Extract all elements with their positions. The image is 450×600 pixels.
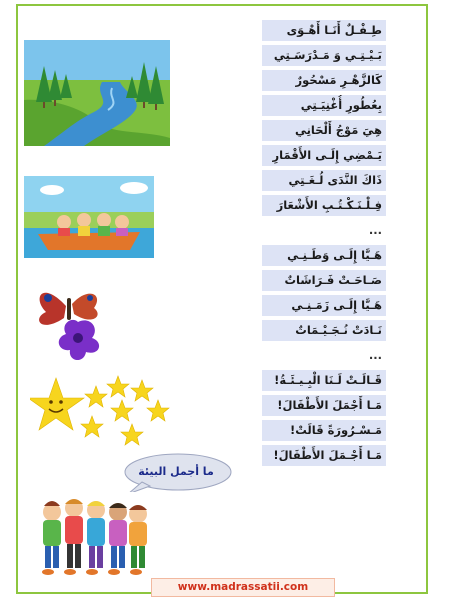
poem-line-4: بِعُطُورِ أُغْنِيَـتِي: [262, 95, 386, 116]
poem-line-5: هِيَ مَوْجُ أَلْحَانِي: [262, 120, 386, 141]
speech-bubble-text: ما أجمل البيئة: [138, 465, 214, 478]
stanza-separator: ...: [368, 348, 382, 362]
poem-line-13: قَـالَـتْ لَـنَا الْبِـيـئَـةُ!: [262, 370, 386, 391]
smiling-stars-illustration: [30, 372, 172, 450]
river-landscape-illustration: [24, 40, 170, 146]
poem: [262, 20, 386, 470]
poem-line-8: فِـلْـنَـكْـتُـبِ الأَشْعَارَ: [262, 195, 386, 216]
poem-line-1: طِـفْـلٌ أَنَـا أَهْـوَى: [262, 20, 386, 41]
poem-line-10: صَـاحَـتْ فَـرَاشَاتٌ: [262, 270, 386, 291]
poem-line-7: ذَاكَ النَّدَى لُـغَـتِي: [262, 170, 386, 191]
poem-line-14: مَـا أَجْمَلَ الأَطْفَالَ!: [262, 395, 386, 416]
poem-line-12: نَـادَتْ نُـجَـيْـمَاتٌ: [262, 320, 386, 341]
poem-line-9: هَـيَّا إِلَـى وَطَـنِـي: [262, 245, 386, 266]
poem-line-15: مَـسْـرُورَةً قَالَتْ!: [262, 420, 386, 441]
children-boat-illustration: [24, 176, 154, 258]
butterfly-flower-illustration: [32, 276, 108, 360]
poem-line-2: بَـيْـتِـي وَ مَـدْرَسَـتِي: [262, 45, 386, 66]
poem-line-6: يَـمْضِي إِلَـى الأَقْمَارِ: [262, 145, 386, 166]
website-footer-link[interactable]: www.madrassatii.com: [151, 578, 335, 597]
poem-line-3: كَالزَّهْـرِ مَسْحُورٌ: [262, 70, 386, 91]
poem-line-11: هَـيَّا إِلَـى زَمَـنِـي: [262, 295, 386, 316]
children-group-illustration: [34, 492, 154, 580]
stanza-separator: ...: [368, 223, 382, 237]
poem-line-16: مَـا أَجْـمَلَ الأَطْفَالَ!: [262, 445, 386, 466]
